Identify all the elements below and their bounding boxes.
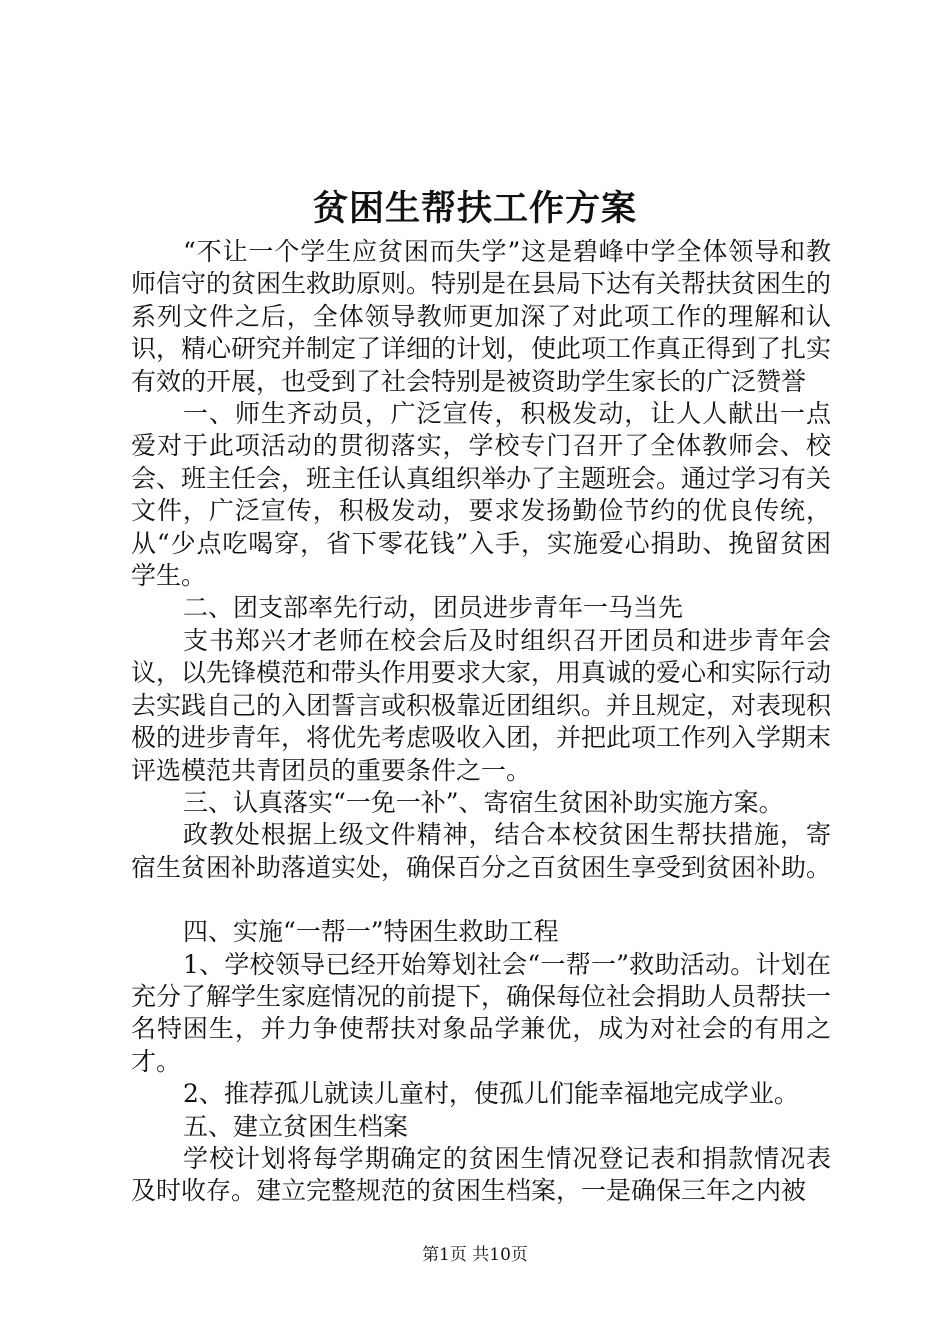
paragraph-section-4-item-1: 1、学校领导已经开始筹划社会“一帮一”救助活动。计划在充分了解学生家庭情况的前提下，确保每位社会捐助人员帮扶一名特困生，并力争使帮扶对象品学兼优，成为对社会的有用之才。 [131, 949, 832, 1076]
paragraph-section-2: 支书郑兴才老师在校会后及时组织召开团员和进步青年会议，以先锋模范和带头作用要求大家，用真诚的爱心和实际行动去实践自己的入团誓言或积极靠近团组织。并且规定，对表现积极的进步青年，将优先考虑吸收入团，并把此项工作列入学期末评选模范共青团员的重要条件之一。 [131, 625, 832, 785]
heading-section-4: 四、实施“一帮一”特困生救助工程 [183, 917, 559, 947]
page-title: 贫困生帮扶工作方案 [312, 188, 637, 229]
paragraph-intro: “不让一个学生应贫困而失学”这是碧峰中学全体领导和教师信守的贫困生救助原则。特别是在县局下达有关帮扶贫困生的系列文件之后，全体领导教师更加深了对此项工作的理解和认识，精心研究并制定了详细的计划，使此项工作真正得到了扎实有效的开展，也受到了社会特别是被资助学生家长的广泛赞誉 [131, 237, 832, 396]
paragraph-section-4-item-2: 2、推荐孤儿就读儿童村，使孤儿们能幸福地完成学业。 [183, 1079, 799, 1109]
document-body [131, 236, 831, 1208]
paragraph-section-3: 政教处根据上级文件精神，结合本校贫困生帮扶措施，寄宿生贫困补助落道实处，确保百分之百贫困生享受到贫困补助。 [131, 820, 832, 882]
heading-section-3: 三、认真落实“一免一补”、寄宿生贫困补助实施方案。 [183, 787, 784, 817]
paragraph-section-1: 一、师生齐动员，广泛宣传，积极发动，让人人献出一点爱对于此项活动的贯彻落实，学校专门召开了全体教师会、校会、班主任会，班主任认真组织举办了主题班会。通过学习有关文件，广泛宣传，积极发动，要求发扬勤俭节约的优良传统，从“少点吃喝穿，省下零花钱”入手，实施爱心捐助、挽留贫困学生。 [131, 399, 832, 591]
page-number-footer: 第1页 共10页 [422, 1245, 528, 1265]
heading-section-5: 五、建立贫困生档案 [183, 1111, 409, 1141]
paragraph-section-5: 学校计划将每学期确定的贫困生情况登记表和捐款情况表及时收存。建立完整规范的贫困生档案，一是确保三年之内被 [131, 1143, 831, 1206]
heading-section-2: 二、团支部率先行动，团员进步青年一马当先 [183, 593, 684, 623]
